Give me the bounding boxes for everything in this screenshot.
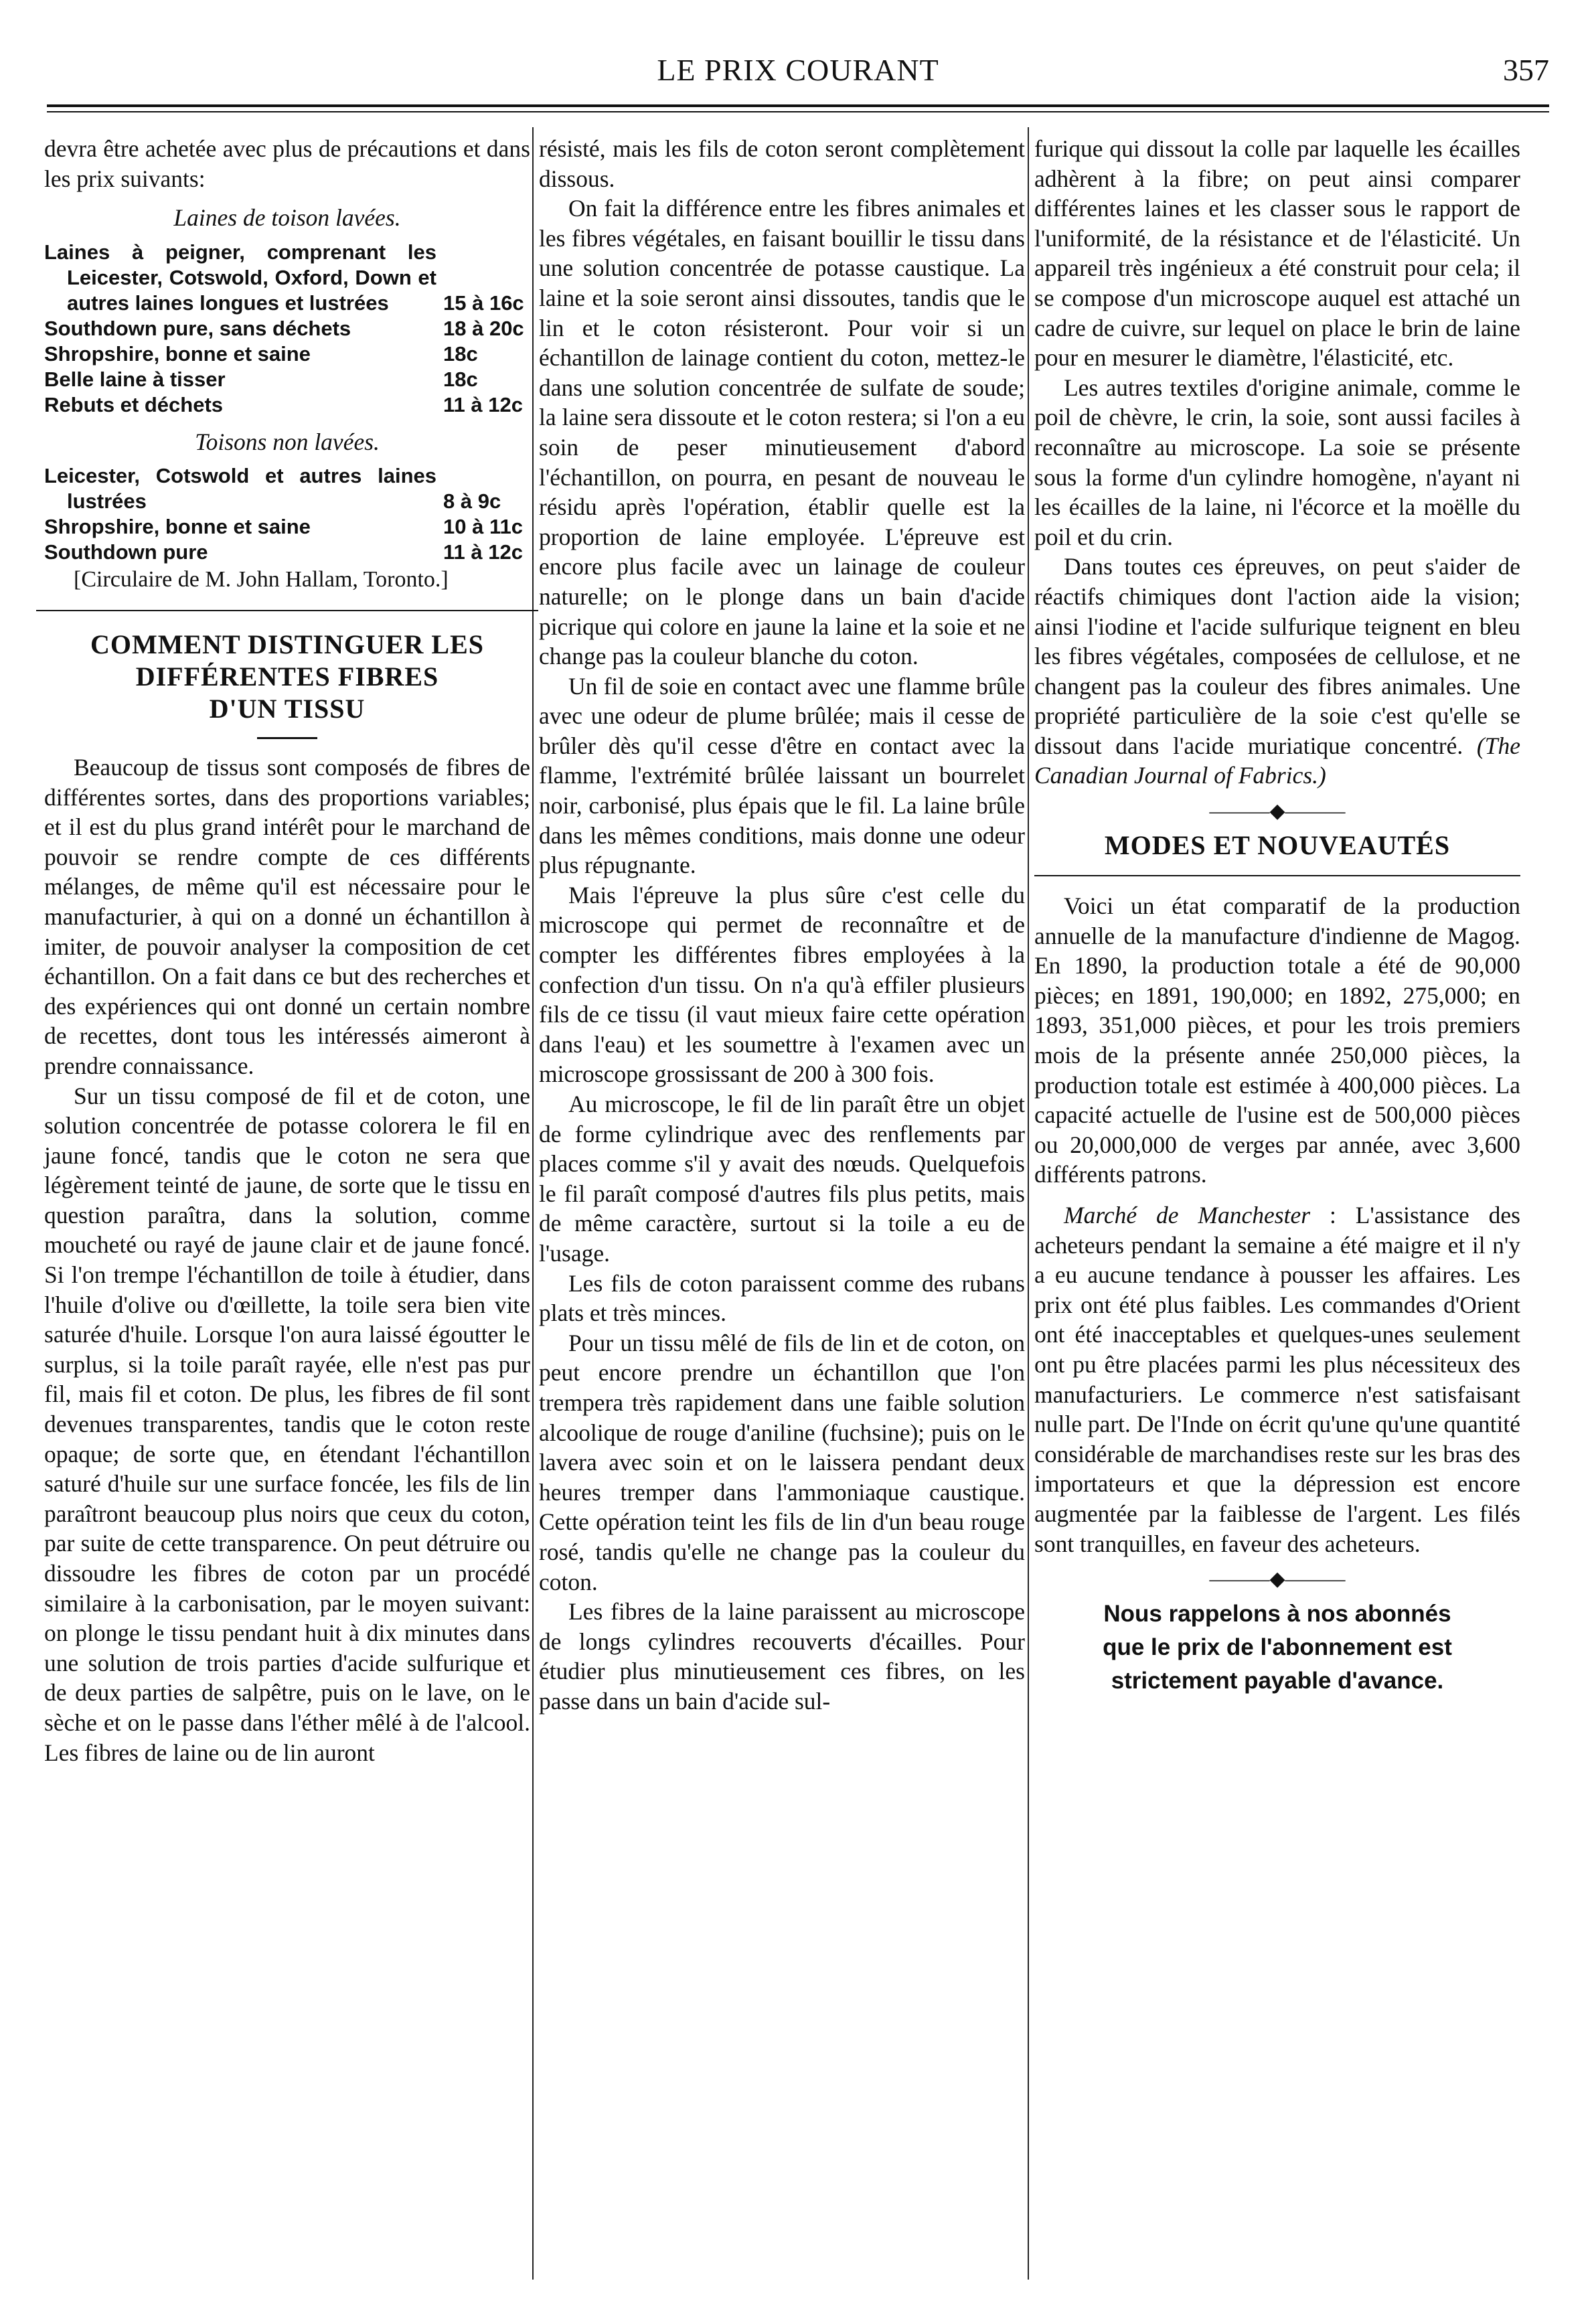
header-rule-thin [47,111,1549,112]
title-line: D'UN TISSU [209,693,366,724]
item-name: Southdown pure [44,540,208,564]
item-name: Shropshire, bonne et saine [44,341,311,366]
item-price: 8 à 9c [443,489,501,513]
subscription-notice [1034,1597,1520,1698]
header-rule [47,104,1549,107]
table-row [44,540,530,565]
ornament-divider: ———◆——— [1209,1568,1346,1591]
paragraph [1034,1200,1520,1559]
section-divider [36,610,538,611]
table-row [44,367,530,392]
item-name: Leicester, Cotswold et autres laines lustrées [44,464,436,513]
title-rule [257,737,317,739]
paragraph: furique qui dissout la colle par laquelle les écailles adhèrent à la fibre; on peut ainsi comparer différentes laines et les classer sous le rapport de l'uniformité, de la résistance et de l'élasticité. Un appareil très ingénieux a été construit pour cela; il se compose d'un microscope auquel est attaché un cadre de cuivre, sur lequel on place le brin de laine pour en mesurer le diamètre, l'élasticité, etc. [1034,135,1520,372]
table-row [44,514,530,540]
paragraph: Les autres textiles d'origine animale, comme le poil de chèvre, le crin, la soie, sont aussi faciles à reconnaître au microscope. La soie se présente sous la forme d'un cylindre homogène, n'ayant ni les écailles de la laine, ni l'écorce et la moëlle du poil et du crin. [1034,374,1520,550]
paragraph-text: Dans toutes ces épreuves, on peut s'aider de réactifs chimiques dont l'action aide la vision; ainsi l'iodine et l'acide sulfurique teignent en bleu les fibres végétales, composées de cellulose, et ne changent pas la couleur des fibres animales. Une propriété particulière de la soie c'est qu'elle se dissout dans l'acide muriatique concentré. [1034,553,1520,759]
paragraph-text: : L'assistance des acheteurs pendant la semaine a été maigre et il n'y a eu aucune tendance à pousser les affaires. Les prix ont été plus faibles. Les commandes d'Orient ont été inacceptables et quelques-unes seulement ont pu être placées parmi les plus nécessiteux des manufacturiers. Le commerce n'est satisfaisant nulle part. De l'Inde on écrit qu'une qu'une quantité considérable de marchandises reste sur les bras des importateurs et que la dépression est encore augmentée par la faiblesse de l'argent. Les filés sont tranquilles, en faveur des acheteurs. [1034,1202,1520,1557]
item-name: Shropshire, bonne et saine [44,515,311,539]
paragraph: Les fibres de la laine paraissent au microscope de longs cylindres recouverts d'écailles. Pour étudier plus minutieusement ces fibres, on les passe dans un bain d'acide sul- [539,1598,1025,1715]
column-separator [532,127,534,2280]
table-row [44,463,530,514]
item-price: 15 à 16c [443,291,524,315]
column-3 [1034,134,1520,1698]
price-table [44,240,530,418]
table-row [44,240,530,316]
item-price: 11 à 12c [443,392,523,416]
paragraph: Un fil de soie en contact avec une flamme brûle avec une odeur de plume brûlée; mais il cesse de brûler dès qu'il cesse d'être en contact avec la flamme, l'extrémité brûlée laissant un bourrelet noir, carbonisé, plus épais que le fil. La laine brûle dans les mêmes conditions, mais donne une odeur plus répugnante. [539,672,1025,879]
table-row [44,316,530,341]
paragraph: Les fils de coton paraissent comme des rubans plats et très minces. [539,1269,1025,1327]
notice-line: que le prix de l'abonnement est [1103,1634,1452,1661]
item-price: 10 à 11c [443,515,523,539]
paragraph: Mais l'épreuve la plus sûre c'est celle du microscope qui permet de reconnaître et de compter les différentes fibres employées à la confection d'un tissu. On n'a qu'à effiler plusieurs fils de ce tissu (il vaut mieux faire cette opération dans l'eau) et les soumettre à l'examen avec un microscope grossissant de 200 à 300 fois. [539,881,1025,1088]
paragraph: On fait la différence entre les fibres animales et les fibres végétales, en faisant bouillir le tissu dans une solution concentrée de potasse caustique. La laine et la soie seront ainsi dissoutes, tandis que le lin et le coton résisteront. Pour voir si un échantillon de lainage contient du coton, mettez-le dans une solution concentrée de sulfate de soude; la laine sera dissoute et le coton restera; si l'on a eu soin de peser minutieusement d'abord l'échantillon, on pourra, en pesant de nouveau le résidu après l'opération, établir quelle est la proportion de laine employée. L'épreuve est encore plus facile avec un lainage de couleur naturelle; on le plonge dans un bain d'acide picrique qui colore en jaune la laine et la soie et ne change pas la couleur blanche du coton. [539,195,1025,670]
item-name: Laines à peigner, comprenant les Leicester, Cotswold, Oxford, Down et autres laines longues et lustrées [44,240,436,315]
article-title: MODES ET NOUVEAUTÉS [1104,830,1451,861]
running-head [47,52,1549,92]
paragraph-lead: Marché de Manchester [1064,1202,1311,1228]
paragraph [1034,552,1520,791]
column-2 [539,134,1025,1716]
title-line: COMMENT DISTINGUER LES [90,629,485,659]
page-title: LE PRIX COURANT [657,53,939,87]
table-row [44,341,530,367]
section-title: Laines de toison lavées. [173,204,401,232]
paragraph: Au microscope, le fil de lin paraît être un objet de forme cylindrique avec des renflements par places comme s'il y avait des nœuds. Quelquefois le fil paraît composé d'autres fils plus petits, mais de même caractère, surtout si la toile a eu de l'usage. [539,1091,1025,1267]
ornament-divider: ———◆——— [1209,800,1346,823]
paragraph: Sur un tissu composé de fil et de coton, une solution concentrée de potasse colorera le fil en jaune foncé, tandis que le coton ne sera que légèrement teinté de jaune, de sorte que le tissu en question paraîtra, dans la solution, comme moucheté ou rayé de jaune clair et de jaune foncé. Si l'on trempe l'échantillon de toile à étudier, dans l'huile d'olive ou d'œillette, la toile sera bien vite saturée d'huile. Lorsque l'on aura laissé égoutter le surplus, si la toile paraît rayée, elle n'est pas pur fil, mais fil et coton. De plus, les fibres de fil sont devenues transparentes, tandis que le coton reste opaque; de sorte que, en étendant l'échantillon saturé d'huile sur une surface foncée, les fils de lin paraîtront beaucoup plus noirs que ceux du coton, par suite de cette transparence. On peut détruire ou dissoudre les fibres de coton par un procédé similaire à la carbonisation, par le moyen suivant: on plonge le tissu pendant huit à dix minutes dans une solution de trois parties d'acide sulfurique et de deux parties de salpêtre, puis on le lave, on le sèche et on le passe dans l'éther mêlé à de l'alcool. Les fibres de laine ou de lin auront [44,1082,530,1766]
paragraph: Pour un tissu mêlé de fils de lin et de coton, on peut encore prendre un échantillon que l'on trempera très rapidement dans une faible solution alcoolique de rouge d'aniline (fuchsine); puis on le lavera avec soin et on le laissera pendant deux heures tremper dans l'ammoniaque caustique. Cette opération teint les fils de lin d'un beau rouge rosé, tandis qu'elle ne change pas la couleur du coton. [539,1329,1025,1595]
item-price: 18 à 20c [443,316,524,340]
item-price: 18c [443,341,478,366]
column-1 [44,134,530,1767]
title-line: DIFFÉRENTES FIBRES [135,661,439,692]
item-name: Rebuts et déchets [44,392,224,416]
item-name: Belle laine à tisser [44,367,226,391]
title-rule [1034,875,1520,876]
citation: [Circulaire de M. John Hallam, Toronto.] [74,567,449,592]
source-credit: (The Canadian Journal of Fabrics.) [1034,732,1520,789]
table-row [44,392,530,418]
page-number: 357 [1503,53,1549,87]
paragraph: Voici un état comparatif de la production annuelle de la manufacture d'indienne de Magog. En 1890, la production totale a été de 90,000 pièces; en 1891, 190,000; en 1892, 275,000; en 1893, 351,000 pièces, et pour les trois premiers mois de la présente année 250,000 pièces, la production totale est estimée à 400,000 pièces. La capacité actuelle de l'usine est de 500,000 pièces ou 20,000,000 de verges par année, avec 3,600 différents patrons. [1034,892,1520,1188]
section-title: Toisons non lavées. [195,428,380,455]
column-separator [1028,127,1029,2280]
paragraph: Beaucoup de tissus sont composés de fibres de différentes sortes, dans des proportions variables; et il est du plus grand intérêt pour le marchand de pouvoir se rendre compte de ces différents mélanges, de même qu'il est nécessaire pour le manufacturier, à qui on a donné un échantillon à imiter, de pouvoir analyser la composition de cet échantillon. On a fait dans ce but des recherches et des expériences qui ont donné un certain nombre de recettes, dont tous les intéressés aimeront à prendre connaissance. [44,753,530,1079]
item-price: 18c [443,367,478,391]
item-price: 11 à 12c [443,540,523,564]
paragraph: devra être achetée avec plus de précautions et dans les prix suivants: [44,135,530,192]
price-table [44,463,530,565]
notice-line: Nous rappelons à nos abonnés [1103,1601,1451,1628]
article-title [44,629,530,725]
item-name: Southdown pure, sans déchets [44,316,351,340]
paragraph: résisté, mais les fils de coton seront complètement dissous. [539,135,1025,192]
notice-line: strictement payable d'avance. [1111,1668,1444,1694]
